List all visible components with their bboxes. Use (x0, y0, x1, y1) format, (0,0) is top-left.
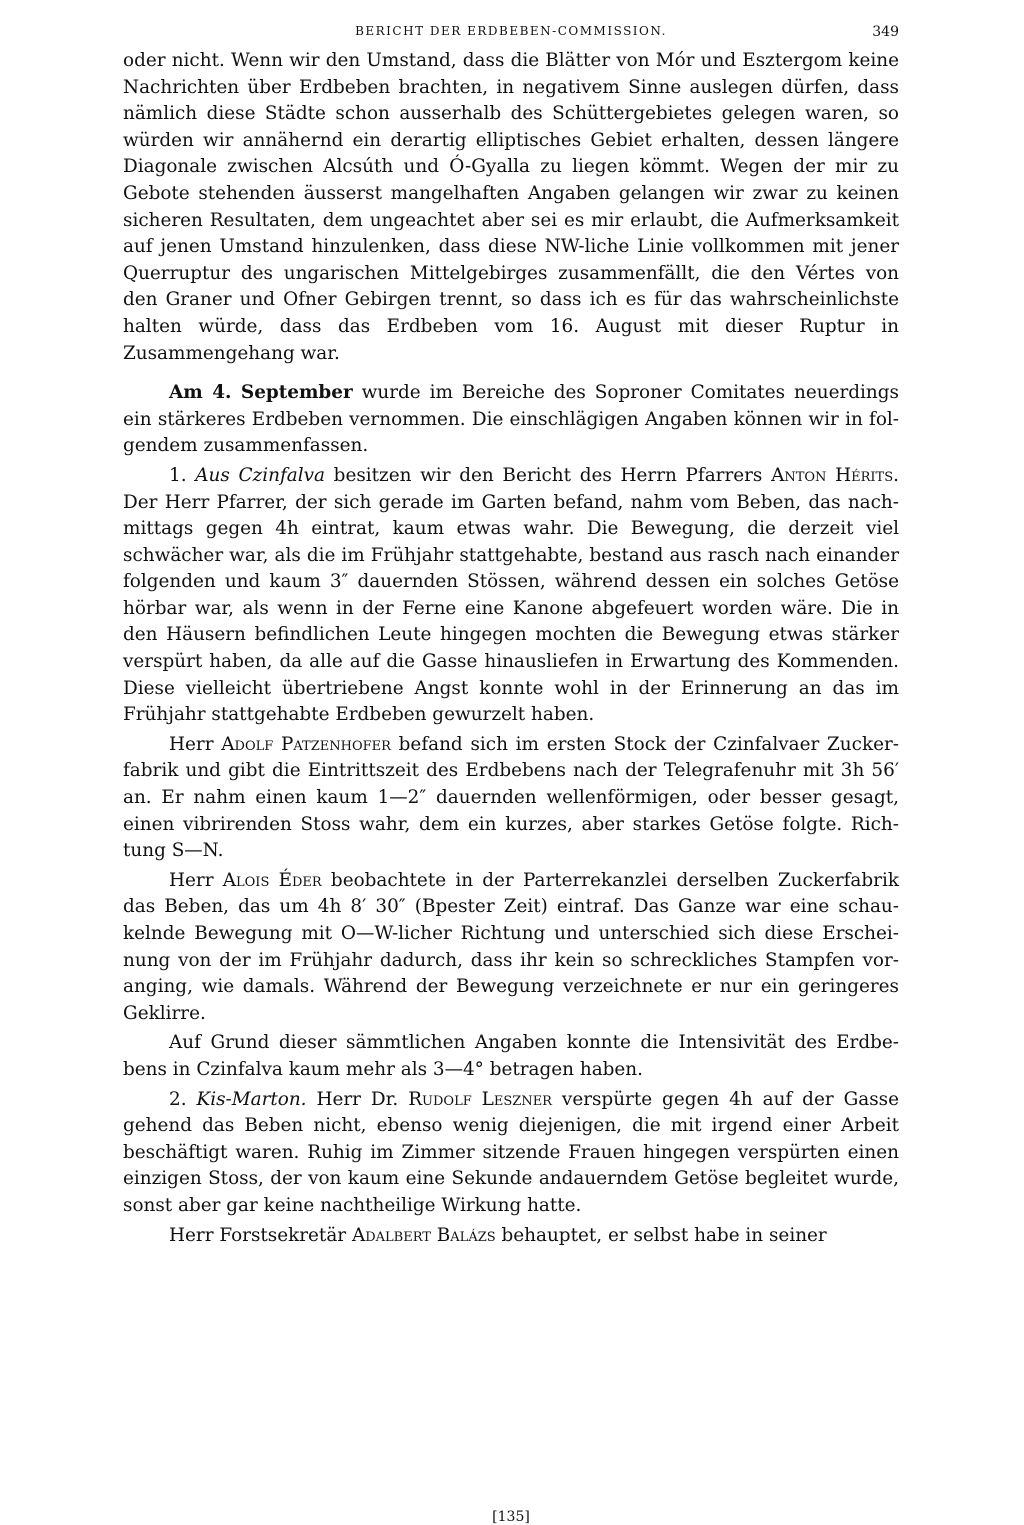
paragraph-text: Herr Dr. (306, 1088, 409, 1110)
paragraph-text: oder nicht. Wenn wir den Umstand, dass die Blätter von Mór und Esztergom keine Nachrichten über Erdbeben brachten, in negativem Sinne auslegen dürfen, dass nämlich diese Städte schon ausserhalb des Schüttergebietes gelegen waren, so würden wir annähernd ein derartig elliptisches Gebiet erhalten, dessen längere Diagonale zwischen Alcsúth und Ó-Gyalla zu liegen kömmt. Wegen der mir zu Gebote stehenden äusserst mangelhaften Angaben gelangen wir zwar zu keinen sicheren Resultaten, dem ungeachtet aber sei es mir erlaubt, die Aufmerksamkeit auf jenen Umstand hinzulenken, dass diese NW-liche Linie vollkommen mit jener Querruptur des ungarischen Mittelgebirges zusammenfällt, die den Vértes von den Graner und Ofner Gebirgen trennt, so dass ich es für das wahrscheinlichste halten würde, dass das Erdbeben vom 16. August mit dieser Ruptur in Zusammengehang war. (123, 50, 899, 364)
paragraph-text: besitzen wir den Bericht des Herrn Pfarrers (324, 464, 772, 486)
paragraph-intensity (123, 1030, 899, 1083)
page-number: 349 (872, 24, 899, 40)
item-number: 1. (169, 464, 196, 486)
date-heading: Am 4. September (169, 382, 353, 404)
paragraph-czinfalva-report (123, 463, 899, 729)
paragraph-september-intro (123, 380, 899, 460)
place-name: Kis-Marton. (196, 1088, 307, 1110)
signature-mark: [135] (492, 1509, 530, 1525)
document-page (123, 14, 899, 1525)
paragraph-text: Auf Grund dieser sämmtlichen Angaben konnte die Intensivität des Erdbebens in Czinfalva kaum mehr als 3—4° betragen haben. (123, 1032, 899, 1080)
person-name: Anton Hérits (771, 464, 894, 486)
paragraph-text: wurde im Bereiche des Soproner Comitates neuerdings ein stärkeres Erdbeben vernommen. Die einschlägigen Angaben können wir in folgendem zusammenfassen. (123, 382, 899, 457)
person-name: Adolf Patzenhofer (221, 733, 391, 755)
paragraph-text: verspürte gegen 4h auf der Gasse gehend das Beben nicht, ebenso wenig diejenigen, die mit irgend einer Arbeit beschäftigt waren. Ruhig im Zimmer sitzende Frauen hingegen verspürten einen einzigen Stoss, der von kaum eine Sekunde andauerndem Getöse begleitet wurde, sonst aber gar keine nachtheilige Wirkung hatte. (123, 1088, 899, 1216)
person-name: Rudolf Leszner (408, 1088, 552, 1110)
body-text (123, 48, 899, 1249)
paragraph-balazs (123, 1223, 899, 1250)
paragraph-text: Herr (169, 733, 222, 755)
paragraph-earthquake-august (123, 48, 899, 367)
paragraph-text: beobachtete in der Parterrekanzlei derselben Zuckerfabrik das Beben, das um 4h 8′ 30″ (Bpester Zeit) eintraf. Das Ganze war eine schaukelnde Bewegung mit O—W-licher Richtung und unterschied sich diese Erscheinung von der im Frühjahr dadurch, dass ihr kein so schreckliches Stampfen voranging, wie damals. Während der Bewegung verzeichnete er nur ein geringeres Geklirre. (123, 869, 899, 1024)
running-title: BERICHT DER ERDBEBEN-COMMISSION. (355, 24, 667, 38)
paragraph-text: behauptet, er selbst habe in seiner (495, 1224, 827, 1246)
paragraph-text: befand sich im ersten Stock der Czinfalvaer Zuckerfabrik und gibt die Eintrittszeit des Erdbebens nach der Telegrafenuhr mit 3h 56′ an. Er nahm einen kaum 1—2″ dauernden wellenförmigen, oder besser gesagt, einen vibrirenden Stoss wahr, dem ein kurzes, aber starkes Getöse folgte. Richtung S—N. (123, 733, 899, 862)
paragraph-patzenhofer (123, 732, 899, 865)
person-name: Alois Éder (222, 869, 322, 891)
running-header (123, 14, 899, 48)
person-name: Adalbert Balázs (351, 1224, 496, 1246)
item-number: 2. (169, 1088, 197, 1110)
paragraph-text: Herr (169, 869, 223, 891)
paragraph-kis-marton (123, 1087, 899, 1220)
place-name: Aus Czinfalva (195, 464, 325, 486)
paragraph-text: . Der Herr Pfarrer, der sich gerade im Garten befand, nahm vom Beben, das nachmittags gegen 4h eintrat, kaum etwas wahr. Die Bewegung, die derzeit viel schwächer war, als die im Frühjahr stattgehabte, bestand aus rasch nach einander folgenden und kaum 3″ dauernden Stössen, während dessen ein solches Getöse hörbar war, als wenn in der Ferne eine Kanone abgefeuert worden wäre. Die in den Häusern befindlichen Leute hingegen mochten die Bewegung etwas stärker verspürt haben, da alle auf die Gasse hinausliefen in Erwartung des Kommenden. Diese vielleicht übertriebene Angst konnte wohl in der Erinnerung an das im Frühjahr stattgehabte Erdbeben gewurzelt haben. (123, 464, 899, 726)
paragraph-eder (123, 868, 899, 1028)
paragraph-text: Herr Forstsekretär (169, 1224, 352, 1246)
